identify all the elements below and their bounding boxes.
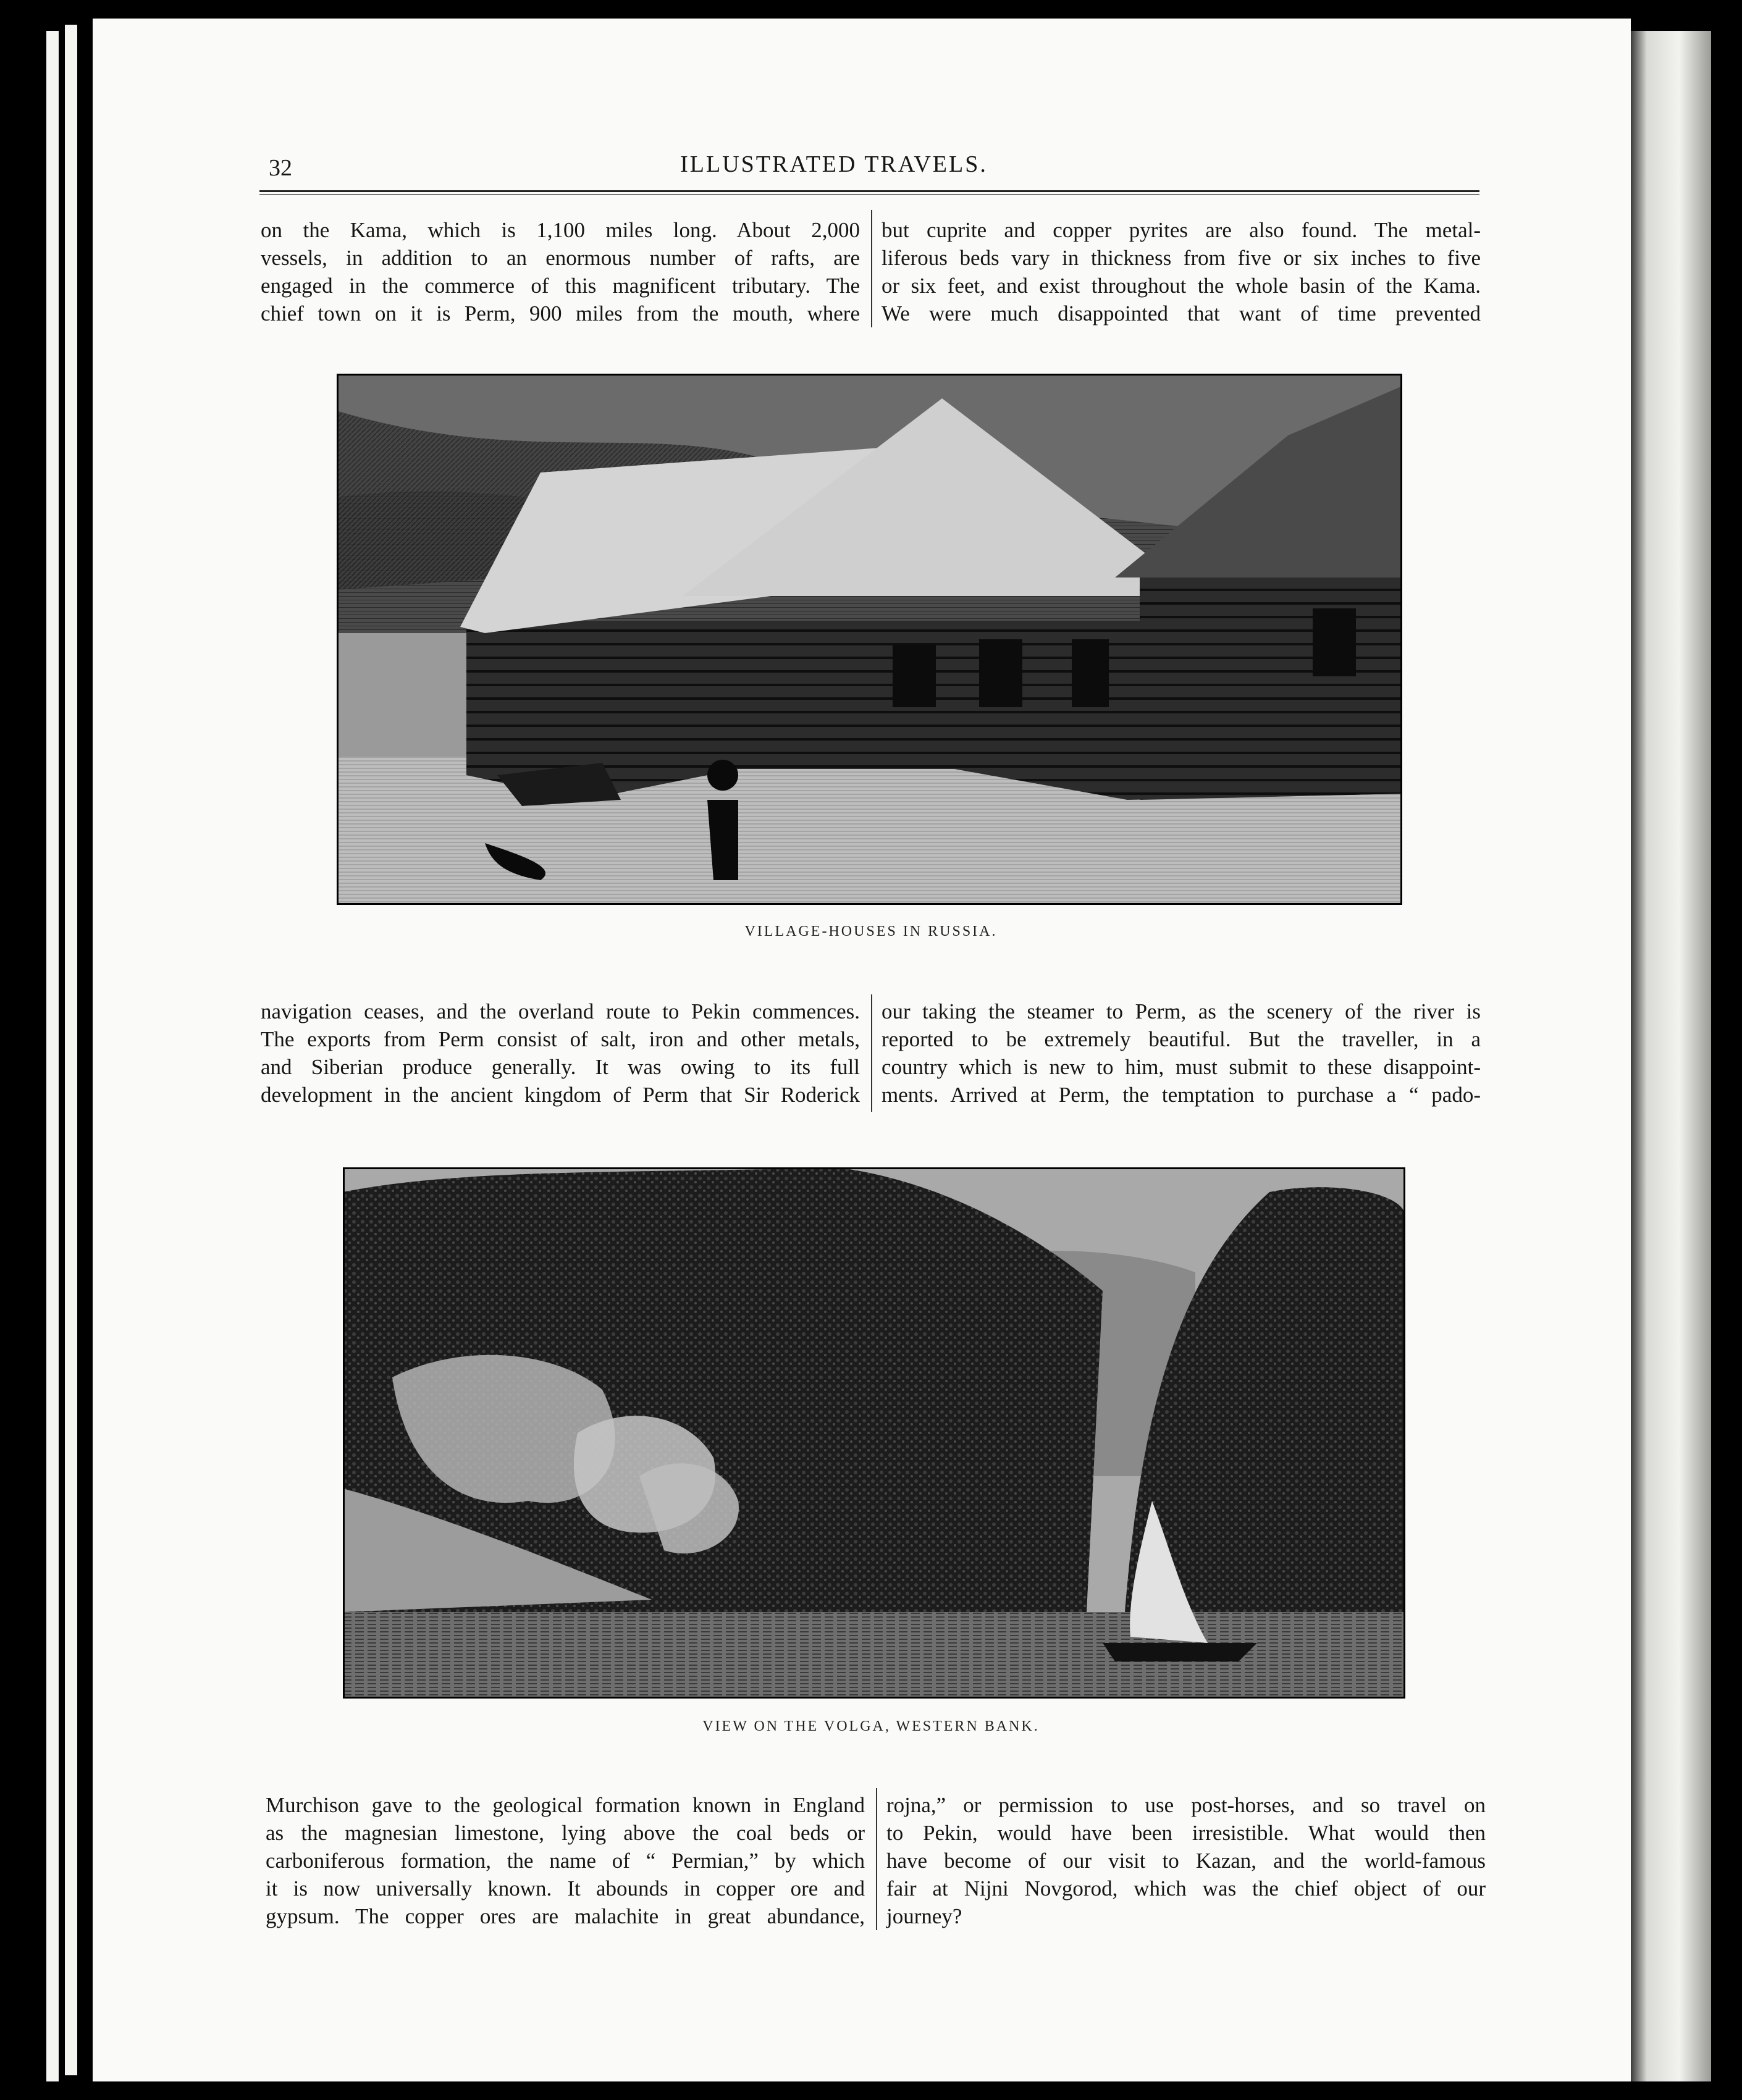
text-column-right [882,216,1481,327]
text-line: gypsum. The copper ores are malachite in great abundance, [266,1904,865,1928]
column-rule [871,994,872,1112]
text-line: journey? [886,1904,962,1928]
text-line: and Siberian produce generally. It was owing to its full [261,1055,860,1079]
text-line: on the Kama, which is 1,100 miles long. About 2,000 [261,218,860,242]
text-line: Murchison gave to the geological formation known in England [266,1793,865,1817]
engraving-volga-view [343,1167,1405,1699]
text-line: our taking the steamer to Perm, as the scenery of the river is [882,999,1481,1023]
text-line: ments. Arrived at Perm, the temptation to purchase a “ pado- [882,1083,1481,1107]
page-number: 32 [269,155,292,181]
text-line: reported to be extremely beautiful. But the traveller, in a [882,1027,1481,1051]
engraving-village-houses [337,374,1402,905]
text-line: have become of our visit to Kazan, and the world-famous [886,1849,1486,1873]
text-line: The exports from Perm consist of salt, iron and other metals, [261,1027,860,1051]
column-rule [876,1788,877,1930]
running-title: ILLUSTRATED TRAVELS. [680,151,988,177]
text-line: it is now universally known. It abounds in copper ore and [266,1876,865,1900]
text-column-left [261,998,860,1109]
text-line: to Pekin, would have been irresistible. What would then [886,1821,1486,1845]
text-column-left [261,216,860,327]
text-line: liferous beds vary in thickness from five or six inches to five [882,246,1481,270]
text-column-left [266,1791,865,1930]
illustration-volga-view [343,1167,1405,1699]
book-spine [1631,31,1711,2081]
text-line: chief town on it is Perm, 900 miles from the mouth, where [261,301,860,326]
text-line: navigation ceases, and the overland route to Pekin commences. [261,999,860,1023]
text-line: fair at Nijni Novgorod, which was the chief object of our [886,1876,1486,1900]
header-rule [259,190,1479,195]
figure-caption: VIEW ON THE VOLGA, WESTERN BANK. [702,1718,1040,1734]
text-line: engaged in the commerce of this magnificent tributary. The [261,274,860,298]
figure-caption: VILLAGE-HOUSES IN RUSSIA. [744,923,998,939]
text-line: carboniferous formation, the name of “ Permian,” by which [266,1849,865,1873]
text-line: country which is new to him, must submit to these disappoint- [882,1055,1481,1079]
text-line: vessels, in addition to an enormous number of rafts, are [261,246,860,270]
text-line: development in the ancient kingdom of Perm that Sir Roderick [261,1083,860,1107]
page-edge-left [65,25,77,2075]
column-rule [871,210,872,327]
illustration-village-houses [337,374,1402,905]
text-line: as the magnesian limestone, lying above the coal beds or [266,1821,865,1845]
page-edge-left [46,31,59,2081]
text-column-right [886,1791,1486,1930]
text-line: or six feet, and exist throughout the whole basin of the Kama. [882,274,1481,298]
text-column-right [882,998,1481,1109]
text-line: but cuprite and copper pyrites are also found. The metal- [882,218,1481,242]
text-line: We were much disappointed that want of time prevented [882,301,1481,326]
text-line: rojna,” or permission to use post-horses, and so travel on [886,1793,1486,1817]
